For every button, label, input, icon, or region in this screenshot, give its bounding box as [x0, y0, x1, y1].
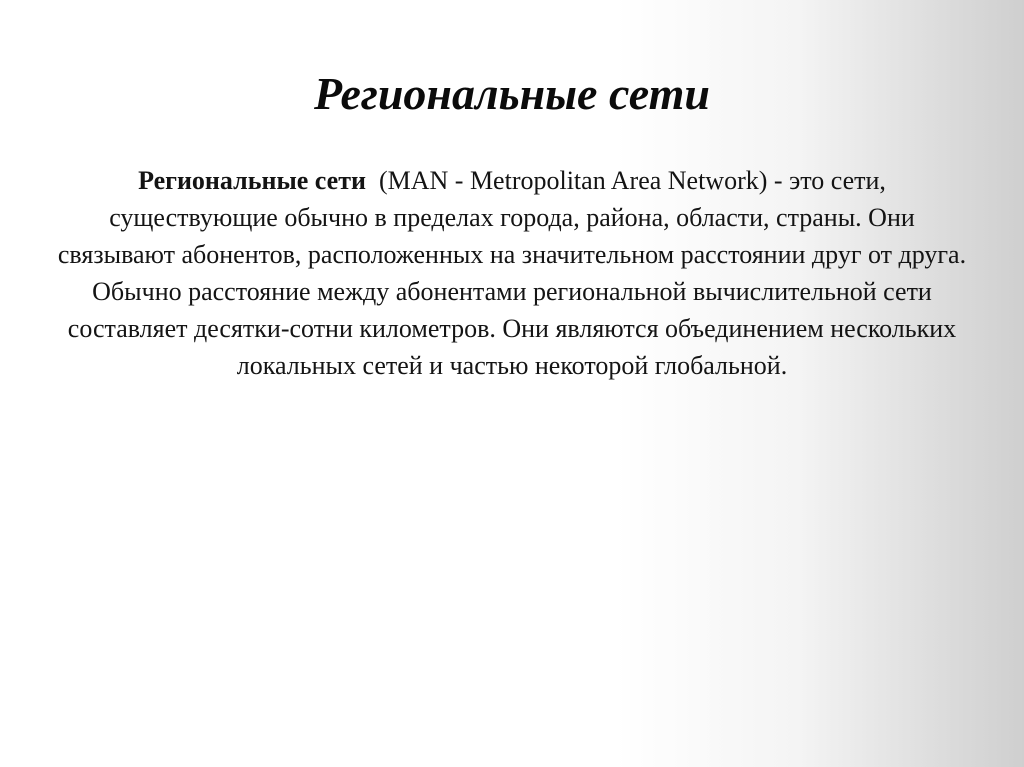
slide-body-text	[52, 162, 972, 384]
definition-text: (MAN - Metropolitan Area Network) - это сети, существующие обычно в пределах города, района, области, страны. Они связывают абонентов, расположенных на значительном расстоянии друг от друга. Обычно расстояние между абонентами региональной вычислительной сети составляет десятки-сотни километров. Они являются объединением нескольких локальных сетей и частью некоторой глобальной.	[57, 166, 973, 380]
defined-term: Региональные сети	[138, 166, 366, 195]
slide-title: Региональные сети	[314, 68, 710, 119]
